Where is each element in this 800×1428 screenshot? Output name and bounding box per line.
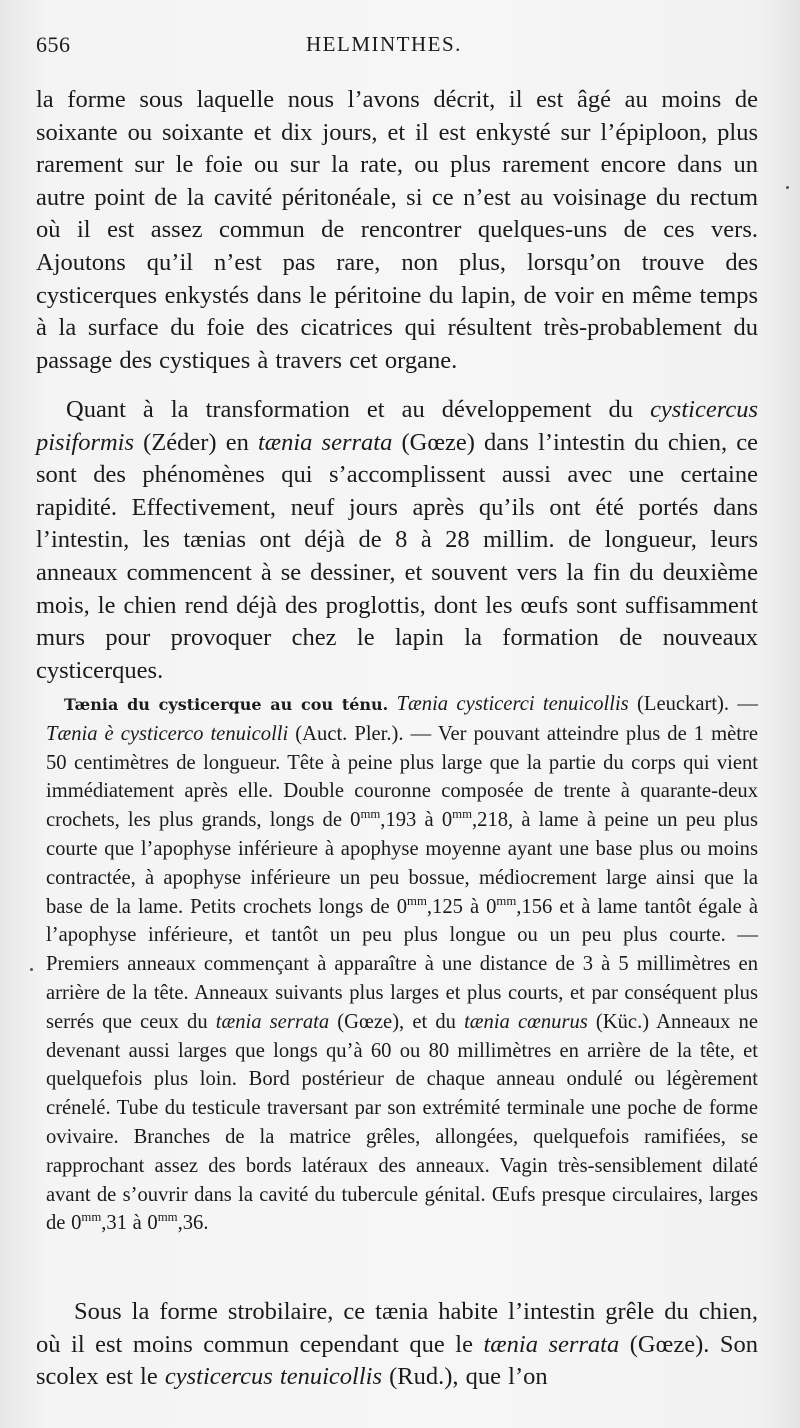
- page-header: [36, 32, 764, 60]
- unit-superscript: mm: [157, 1210, 178, 1225]
- unit-superscript: mm: [407, 893, 427, 908]
- page-number: 656: [36, 32, 71, 57]
- species-description-note: [46, 690, 758, 1238]
- note-text: (Leuckart). —: [628, 693, 758, 715]
- paragraph-3-text: Sous la forme strobilaire, ce tænia habite l’intestin grêle du chien, où il est moins commun cependant que le: [36, 1298, 758, 1358]
- print-speck: [30, 968, 33, 971]
- species-name: Tænia cysticerci tenuicollis: [396, 693, 629, 715]
- note-text: ,125 à 0: [426, 895, 497, 918]
- note-text: (Auct. Pler.). — Ver pouvant atteindre plus de 1 mètre 50 centimètres de longueur. Tête à peine plus large que la partie du corps qui vient immédiatement après elle. Double couronne composée de trente à quarante-deux crochets, les plus grands, longs de 0: [46, 722, 758, 832]
- species-name: Tænia è cysticerco tenuicolli: [46, 722, 289, 745]
- paragraph-2-text: (Zéder) en: [134, 428, 258, 456]
- paragraph-2-text: Quant à la transformation et au développement du: [66, 396, 651, 423]
- note-text: ,193 à 0: [380, 809, 453, 832]
- running-head: HELMINTHES.: [306, 32, 462, 56]
- unit-superscript: mm: [496, 893, 517, 908]
- species-name: cysticercus pisiformis: [36, 396, 758, 456]
- note-text: (Gœze), et du: [329, 1010, 465, 1033]
- species-name: tænia serrata: [215, 1010, 330, 1033]
- species-name: tænia serrata: [483, 1330, 620, 1358]
- paragraph-2-text: (Gœze) dans l’intestin du chien, ce sont des phénomènes qui s’accomplissent aussi avec une certaine rapidité. Effectivement, neuf jours après qu’ils ont été portés dans l’intestin, les tænias ont déjà de 8 à 28 millim. de longueur, leurs anneaux commencent à se dessiner, et souvent vers la fin du deuxième mois, le chien rend déjà des proglottis, dont les œufs sont suffisamment murs pour provoquer chez le lapin la formation de nouveaux cysticerques.: [36, 428, 758, 684]
- note-text: ,156 et à lame tantôt égale à l’apophyse inférieure, et tantôt un peu plus longue ou un peu plus courte. — Premiers anneaux commençant à apparaître à une distance de 3 à 5 millimètres en arrière de la tête. Anneaux suivants plus larges et plus courts, et par conséquent plus serrés que ceux du: [46, 895, 758, 1033]
- unit-superscript: mm: [360, 807, 381, 822]
- species-name: cysticercus tenuicollis: [164, 1363, 382, 1391]
- unit-superscript: mm: [81, 1210, 102, 1225]
- note-text: (Küc.) Anneaux ne devenant aussi larges que longs qu’à 60 ou 80 millimètres en arrière de la tête, et quelquefois plus loin. Bord postérieur de chaque anneau ondulé ou légèrement crénelé. Tube du testicule traversant par son extrémité terminale une poche de forme ovivaire. Branches de la matrice grêles, allongées, quelquefois ramifiées, se rapprochant assez des bords latéraux des anneaux. Vagin très-sensiblement dilaté avant de s’ouvrir dans la cavité du tubercule génital. Œufs presque circulaires, larges de 0: [46, 1010, 758, 1235]
- paragraph-3-text: (Gœze). Son scolex est le: [36, 1330, 758, 1391]
- species-name: tænia serrata: [257, 428, 393, 456]
- species-name: tænia cœnurus: [464, 1010, 588, 1033]
- paragraph-3-text: (Rud.), que l’on: [382, 1363, 548, 1391]
- note-lead-heading: Tænia du cysticerque au cou ténu.: [64, 695, 389, 714]
- note-text: ,36.: [177, 1212, 209, 1235]
- paragraph-3: [36, 1296, 758, 1394]
- paragraph-1: [36, 84, 758, 377]
- paragraph-2: [36, 394, 758, 687]
- note-text: ,31 à 0: [101, 1212, 158, 1235]
- print-speck: [786, 186, 789, 189]
- unit-superscript: mm: [452, 807, 472, 822]
- note-text: ,218, à lame à peine un peu plus courte que l’apophyse inférieure à apophyse moyenne ayant une base plus ou moins contractée, à apophyse inférieure un peu bossue, médiocrement large ainsi que la base de la lame. Petits crochets longs de 0: [46, 809, 758, 918]
- paragraph-1-text: la forme sous laquelle nous l’avons décrit, il est âgé au moins de soixante ou soixante et dix jours, et il est enkysté sur l’épiploon, plus rarement sur le foie ou sur la rate, ou plus rarement encore dans un autre point de la cavité péritonéale, si ce n’est au voisinage du rectum où il est assez commun de rencontrer quelques-uns de ces vers. Ajoutons qu’il n’est pas rare, non plus, lorsqu’on trouve des cysticerques enkystés dans le péritoine du lapin, de voir en même temps à la surface du foie des cicatrices qui résultent très-probablement du passage des cystiques à travers cet organe.: [36, 86, 758, 374]
